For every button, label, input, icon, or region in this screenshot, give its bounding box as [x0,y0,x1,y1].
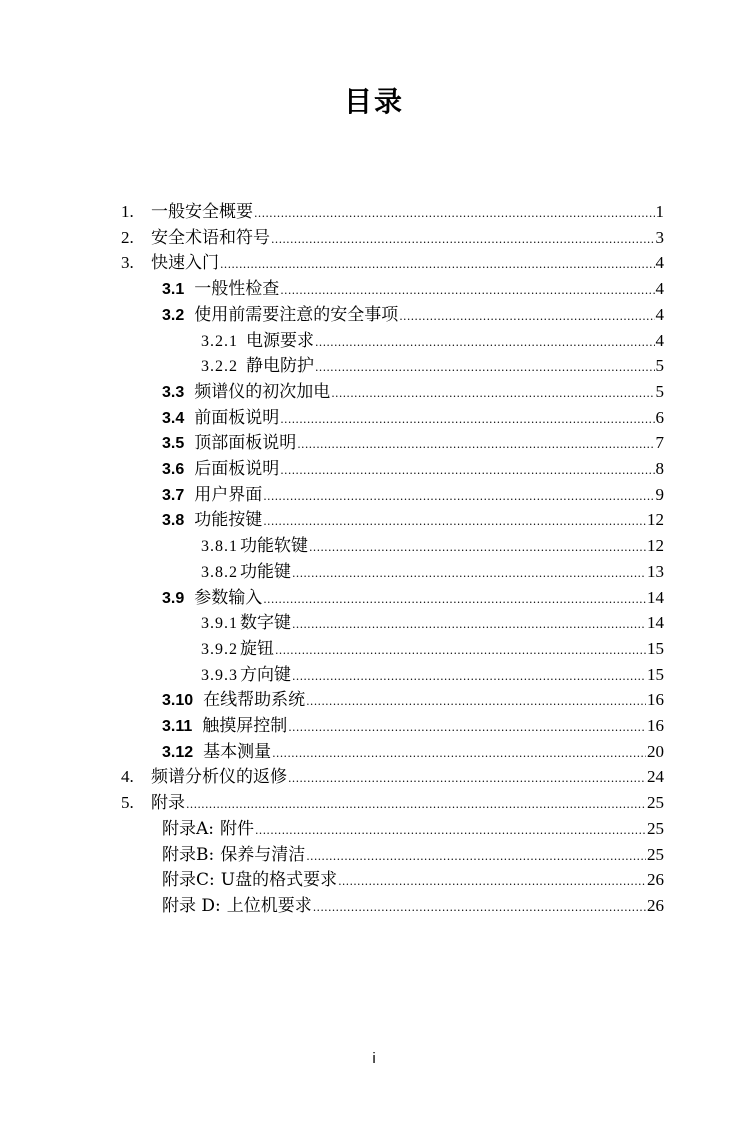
toc-entry-3-9-3[interactable] [201,662,664,688]
dot-leader [263,484,654,510]
dot-leader [288,715,646,741]
toc-page: 5 [655,356,664,376]
toc-label: 后面板说明 [194,459,280,479]
toc-page: 16 [647,690,664,710]
toc-page: 26 [647,870,664,890]
toc-number: 3.5 [162,435,185,453]
toc-page: 9 [655,484,664,504]
toc-entry-3-9-1[interactable] [201,610,664,636]
toc-number: 3.8 [162,512,185,530]
toc-entry-3-11[interactable] [162,713,664,739]
dot-leader [331,381,654,407]
toc-page: 14 [647,613,664,633]
toc-entry-3-9[interactable] [162,585,664,611]
toc-label: 数字键 [240,613,291,634]
toc-number: 3.2.2 [201,358,238,376]
toc-label: 功能软键 [240,536,308,557]
toc-page: 8 [655,459,664,478]
toc-number: 3.9.2 [201,640,238,658]
toc-label: 频谱仪的初次加电 [194,381,331,402]
toc-number: 1. [121,202,134,221]
dot-leader [255,818,646,844]
dot-leader [280,278,654,304]
toc-number: 3.6 [162,461,185,478]
toc-label: 电源要求 [246,330,314,351]
dot-leader [292,561,646,587]
dot-leader [313,895,646,921]
toc-entry-3-8-2[interactable] [201,559,664,585]
toc-entry-3-2[interactable] [162,302,664,328]
toc-entry-4[interactable] [121,764,664,790]
toc-label: 静电防护 [246,356,314,377]
page-number: i [372,1050,376,1067]
toc-page: 12 [647,510,664,530]
toc-entry-3-8[interactable] [162,507,664,533]
toc-number: 3.11 [162,718,193,735]
toc-number: 4. [121,767,134,787]
toc-page: 13 [647,561,664,581]
toc-entry-2[interactable] [121,225,664,251]
toc-label: 基本测量 [203,741,272,762]
toc-label: 附录 [151,793,185,814]
toc-page: 4 [655,253,664,273]
toc-label: 保养与清洁 [220,844,306,865]
toc-entry-appendix-c[interactable] [162,867,664,893]
toc-entry-5[interactable] [121,790,664,816]
toc-page: 5 [655,381,664,401]
toc-entry-3[interactable] [121,250,664,276]
toc-number: 附录A: [162,818,215,839]
toc-number: 3.4 [162,409,185,427]
toc-label: 快速入门 [151,253,219,274]
toc-number: 3.8.1 [201,538,238,556]
toc-number: 3. [121,253,134,273]
dot-leader [263,509,646,535]
toc-label: 上位机要求 [226,895,312,916]
toc-number: 3.2 [162,306,185,324]
toc-number: 3.2.1 [201,332,238,350]
dot-leader [306,689,646,715]
toc-label: 一般安全概要 [151,202,253,222]
toc-page: 4 [655,304,664,324]
toc-page: 15 [647,638,664,658]
toc-entry-3-8-1[interactable] [201,533,664,559]
toc-label: 前面板说明 [194,407,280,428]
toc-entry-appendix-b[interactable] [162,842,664,868]
toc-page: 25 [647,818,664,838]
dot-leader [254,201,655,227]
toc-entry-3-4[interactable] [162,405,664,431]
page-title: 目录 [343,85,404,118]
toc-page: 24 [647,767,664,787]
toc-page: 4 [655,279,664,299]
toc-page: 25 [647,793,664,813]
dot-leader [280,458,654,484]
toc-label: 安全术语和符号 [151,227,270,248]
toc-number: 3.9.3 [201,666,238,684]
toc-number: 3.8.2 [201,563,238,581]
toc-page: 3 [655,227,664,247]
dot-leader [292,664,646,690]
toc-number: 2. [121,227,134,247]
toc-entry-3-3[interactable] [162,379,664,405]
toc-number: 3.3 [162,383,185,401]
toc-entry-3-2-1[interactable] [201,328,664,354]
toc-entry-3-9-2[interactable] [201,636,664,662]
toc-entry-3-5[interactable] [162,430,664,456]
toc-page: 20 [647,741,664,761]
toc-number: 3.9.1 [201,615,238,633]
toc-number: 3.1 [162,281,185,299]
toc-entry-3-7[interactable] [162,482,664,508]
dot-leader [399,304,654,330]
toc-number: 3.9 [162,589,185,607]
toc-label: 使用前需要注意的安全事项 [194,304,399,325]
toc-label: 附件 [220,818,255,839]
toc-entry-3-2-2[interactable] [201,353,664,379]
toc-entry-3-12[interactable] [162,739,664,765]
dot-leader [288,766,646,792]
toc-entry-appendix-a[interactable] [162,816,664,842]
toc-number: 附录B: [162,844,215,865]
toc-label: U盘的格式要求 [220,870,338,891]
dot-leader [309,535,646,561]
toc-entry-appendix-d[interactable] [162,893,664,919]
dot-leader [280,407,654,433]
toc-page: 6 [655,407,664,427]
toc-page: 15 [647,664,664,684]
dot-leader [275,638,646,664]
toc-label: 参数输入 [194,587,263,608]
toc-number: 3.12 [162,743,194,761]
toc-entry-3-1[interactable] [162,276,664,302]
toc-page: 14 [647,587,664,607]
toc-label: 功能按键 [194,510,263,531]
dot-leader [186,792,646,818]
toc-label: 旋钮 [240,638,274,659]
toc-page: 7 [655,433,664,453]
toc-label: 顶部面板说明 [194,433,297,454]
toc-label: 功能键 [240,561,291,582]
toc-number: 附录 D: [162,895,221,916]
toc-number: 附录C: [162,870,215,891]
toc-page: 1 [655,202,664,221]
toc-page: 26 [647,895,664,915]
toc-label: 在线帮助系统 [203,690,306,711]
toc-label: 频谱分析仪的返修 [151,767,287,788]
toc-number: 3.10 [162,692,194,710]
toc-entry-3-10[interactable] [162,687,664,713]
toc-page: 4 [655,330,664,350]
dot-leader [272,741,646,767]
toc-number: 5. [121,793,134,813]
dot-leader [338,869,646,895]
toc-page: 12 [647,536,664,556]
toc-entry-1[interactable] [121,199,664,225]
toc-page: 25 [647,844,664,864]
dot-leader [315,355,655,381]
dot-leader [306,844,646,870]
toc-entry-3-6[interactable] [162,456,664,482]
dot-leader [297,432,654,458]
toc-label: 用户界面 [194,484,263,505]
dot-leader [271,227,655,253]
toc-number: 3.7 [162,486,185,504]
dot-leader [263,587,646,613]
toc-label: 一般性检查 [194,279,280,300]
dot-leader [220,252,655,278]
dot-leader [315,330,655,356]
toc-label: 方向键 [240,664,291,685]
toc-label: 触摸屏控制 [202,716,288,736]
toc-page: 16 [647,716,664,735]
dot-leader [292,612,646,638]
